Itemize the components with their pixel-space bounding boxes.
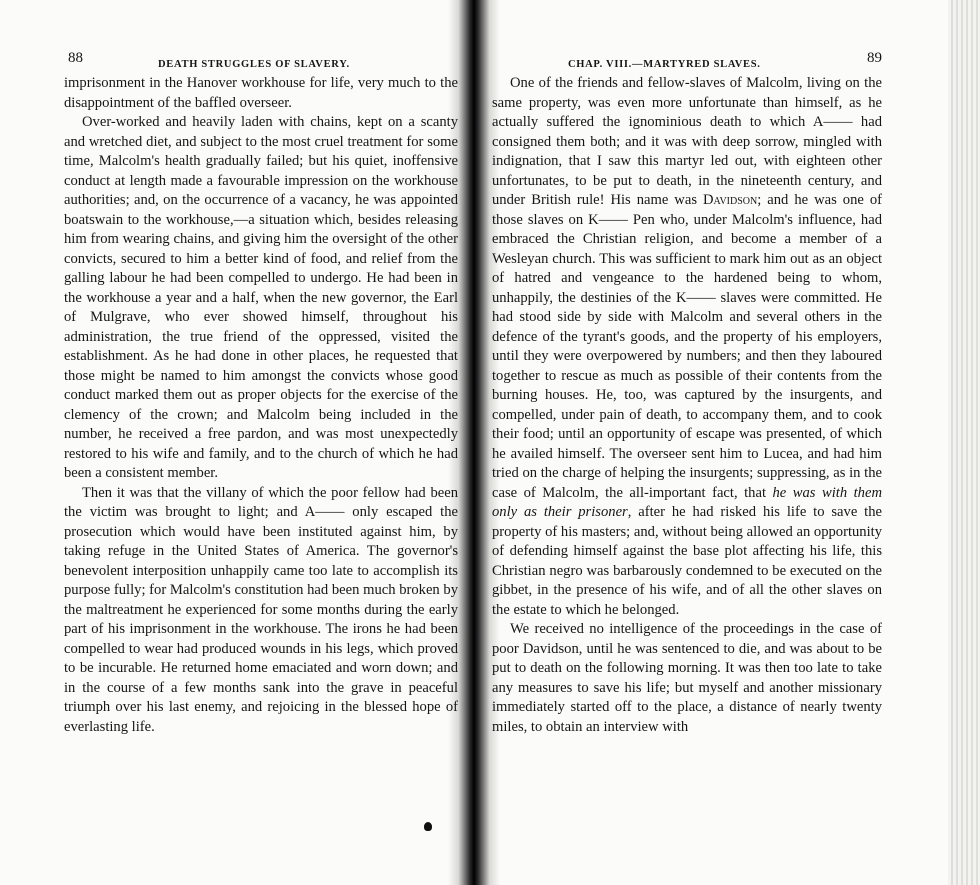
- right-page: [492, 52, 882, 737]
- page-edge: [948, 0, 980, 885]
- left-paragraph-2: Over-worked and heavily laden with chains, kept on a scanty and wretched diet, and subject to the most cruel treatment for some time, Malcolm's health gradually failed; but his quiet, inoffensive conduct at length made a favourable impression on the workhouse authorities; and, on the occurrence of a vacancy, he was appointed boatswain to the workhouse,—a situation which, besides releasing him from wearing chains, and giving him the oversight of the other convicts, secured to him a better kind of food, and relief from the galling labour he had been compelled to undergo. He had been in the workhouse a year and a half, when the new governor, the Earl of Mulgrave, who ever showed himself, throughout his administration, the true friend of the oppressed, visited the establishment. As he had done in other places, he requested that those might be named to him amongst the convicts whose good conduct marked them out as proper objects for the exercise of the clemency of the crown; and Malcolm being included in the number, he received a free pardon, and was most unexpectedly restored to his wife and family, and to the church of which he had been a consistent member.: [64, 114, 458, 481]
- left-page-number: 88: [68, 50, 83, 66]
- left-running-title: DEATH STRUGGLES OF SLAVERY.: [158, 59, 350, 70]
- emphasis-prisoner: he was with them only as their prisoner: [492, 484, 882, 520]
- left-page: [64, 52, 458, 737]
- left-paragraph-1: imprisonment in the Hanover workhouse for life, very much to the disappointment of the baffled overseer.: [64, 75, 458, 111]
- right-running-head: [492, 52, 882, 74]
- right-paragraph-2: We received no intelligence of the proceedings in the case of poor Davidson, until he was sentenced to die, and was about to be put to death on the following morning. It was then too late to take any measures to save his life; but myself and another missionary immediately started off to the place, a distance of nearly twenty miles, to obtain an interview with: [492, 621, 882, 735]
- right-page-number: 89: [867, 50, 882, 66]
- right-body: [492, 74, 882, 737]
- right-running-title: CHAP. VIII.—MARTYRED SLAVES.: [568, 59, 761, 70]
- right-p1-text-a: One of the friends and fellow-slaves of Malcolm, living on the same property, was even more unfortunate than himself, as he actually suffered the ignominious death to which A—— had consigned them both; and it was with deep sorrow, mingled with indignation, that I saw this martyr led out, with eighteen other unfortunates, to be put to death, in the nineteenth century, and under British rule! His name was: [492, 75, 882, 208]
- right-p1-text-b: ; and he was one of those slaves on K—— Pen who, under Malcolm's influence, had embraced the Christian religion, and become a member of a Wesleyan church. This was sufficient to mark him out as an object of hatred and vengeance to the hardened being to whom, unhappily, the destinies of the K—— slaves were committed. He had stood side by side with Malcolm and several others in the defence of the tyrant's goods, and the property of his employers, until they were overpowered by numbers; and then they laboured together to rescue as much as possible of their contents from the burning houses. He, too, was captured by the insurgents, and compelled, under pain of death, to accompany them, and to cook their food; until an opportunity of escape was presented, of which he availed himself. The overseer sent him to Lucea, and had him tried on the charge of helping the insurgents; suppressing, as in the case of Malcolm, the all-important fact, that: [492, 192, 882, 501]
- left-body: [64, 74, 458, 737]
- right-p1-text-c: , after he had risked his life to save the property of his masters; and, without being allowed an opportunity of defending himself against the base plot affecting his life, this Christian negro was barbarously condemned to be executed on the gibbet, in the presence of his wife, and of all the other slaves on the estate to which he belonged.: [492, 504, 883, 618]
- davidson-name: Davidson: [702, 192, 758, 208]
- left-running-head: [64, 52, 458, 74]
- left-paragraph-3: Then it was that the villany of which the poor fellow had been the victim was brought to light; and A—— only escaped the prosecution which would have been instituted against him, by taking refuge in the United States of America. The governor's benevolent interposition unhappily came too late to accomplish its purpose fully; for Malcolm's constitution had been much broken by the maltreatment he experienced for some months during the early part of his imprisonment in the workhouse. The irons he had been compelled to wear had produced wounds in his legs, which proved to be incurable. He returned home emaciated and worn down; and in the course of a few months sank into the grave in peaceful triumph over his last enemy, and rejoicing in the blessed hope of everlasting life.: [64, 484, 458, 735]
- ink-blot-mark: [424, 822, 432, 831]
- right-paragraph-1: [492, 74, 882, 620]
